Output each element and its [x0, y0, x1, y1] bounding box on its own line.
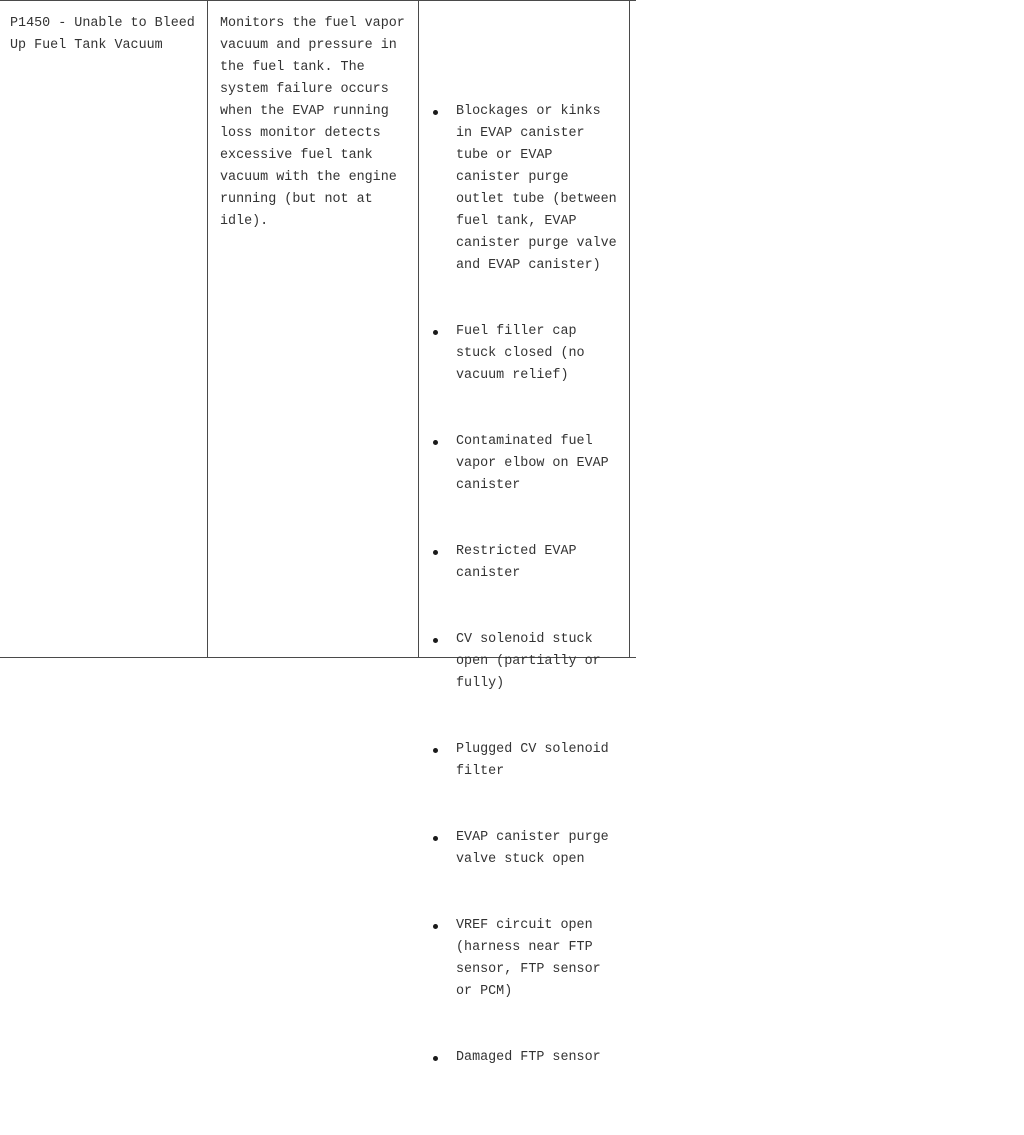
cause-text: Plugged CV solenoid filter: [456, 742, 617, 779]
bullet-icon: [433, 748, 438, 753]
list-item: [430, 541, 622, 585]
bullet-icon: [433, 1056, 438, 1061]
cause-text: Fuel filler cap stuck closed (no vacuum relief): [456, 324, 593, 383]
table-top-border: [0, 0, 636, 1]
possible-causes-cell: [430, 13, 625, 1135]
description-cell: Monitors the fuel vapor vacuum and pressure in the fuel tank. The system failure occurs when the EVAP running loss monitor detects excessive fuel tank vacuum with the engine running (but not at idle).: [220, 16, 413, 229]
column-divider-2: [418, 0, 419, 658]
list-item: [430, 739, 622, 783]
list-item: [430, 915, 622, 1003]
bullet-icon: [433, 550, 438, 555]
cause-text: Damaged FTP sensor: [456, 1050, 601, 1065]
bullet-icon: [433, 110, 438, 115]
cause-text: VREF circuit open (harness near FTP sensor, FTP sensor or PCM): [456, 918, 609, 999]
bullet-icon: [433, 440, 438, 445]
bullet-icon: [433, 330, 438, 335]
bullet-icon: [433, 924, 438, 929]
cause-text: Contaminated fuel vapor elbow on EVAP canister: [456, 434, 617, 493]
cause-text: CV solenoid stuck open (partially or fully): [456, 632, 609, 691]
possible-causes-list: [430, 57, 625, 1113]
column-divider-3: [629, 0, 630, 658]
cause-text: Restricted EVAP canister: [456, 544, 585, 581]
list-item: [430, 827, 622, 871]
list-item: [430, 1047, 622, 1069]
bullet-icon: [433, 638, 438, 643]
cause-text: EVAP canister purge valve stuck open: [456, 830, 617, 867]
column-divider-1: [207, 0, 208, 658]
list-item: [430, 629, 622, 695]
bullet-icon: [433, 836, 438, 841]
dtc-code-cell: P1450 - Unable to Bleed Up Fuel Tank Vacuum: [10, 16, 203, 53]
list-item: [430, 431, 622, 497]
cause-text: Blockages or kinks in EVAP canister tube or EVAP canister purge outlet tube (between fuel tank, EVAP canister purge valve and EVAP canister): [456, 104, 625, 273]
list-item: [430, 321, 622, 387]
list-item: [430, 101, 625, 277]
